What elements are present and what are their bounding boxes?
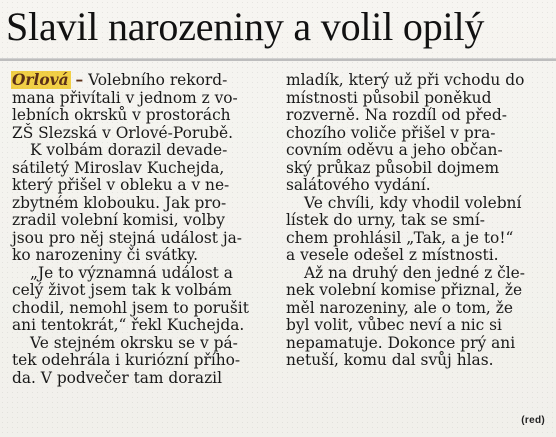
author-signature: (red) (521, 415, 545, 426)
place-name: Orlová (12, 71, 69, 89)
left-line-11: ko narozeniny či svátky. (12, 246, 199, 264)
left-line-16: Ve stejném okrsku se v pá- (30, 333, 238, 352)
left-line-8: zbytném klobouku. Jak pro- (12, 193, 227, 212)
right-line-13: nek volební komise přiznal, že (286, 281, 523, 299)
right-line-11: a vesele odešel z místnosti. (286, 246, 499, 264)
left-column (12, 72, 272, 387)
right-line-1: mladík, který už při vchodu do (286, 71, 525, 89)
right-line-5: covním oděvu a jeho občan- (286, 141, 503, 159)
left-line-18: da. V podvečer tam dorazil (12, 368, 223, 387)
left-line-1-text: Volebního rekord- (88, 71, 228, 89)
left-line-6: sátiletý Miroslav Kuchejda, (12, 158, 225, 177)
right-line-4: chozího voliče přišel v pra- (286, 123, 496, 142)
left-line-10: jsou pro něj stejná událost ja- (12, 228, 242, 247)
left-line-9: zradil volební komisi, volby (12, 211, 225, 229)
right-line-15: byl volit, vůbec neví a nic si (286, 316, 502, 334)
dateline-dash: – (75, 71, 84, 89)
right-line-17: netuší, komu dal svůj hlas. (286, 351, 494, 369)
right-line-14: měl narozeniny, ale o tom, že (286, 298, 513, 317)
left-line-2: mana přivítali v jednom z vo- (12, 88, 238, 107)
right-line-16: nepamatuje. Dokonce prý ani (286, 333, 516, 352)
left-line-13: celý život jsem tak k volbám (12, 281, 232, 299)
right-line-6: ský průkaz působil dojmem (286, 158, 500, 177)
left-line-17: tek odehrála i kuriózní příhо- (12, 351, 241, 369)
right-column (286, 72, 546, 370)
right-line-3: rozverně. Na rozdíl od před- (286, 106, 507, 124)
right-line-8: Ve chvíli, kdy vhodil volební (304, 193, 522, 212)
left-line-1 (12, 72, 272, 90)
article-headline: Slavil narozeniny a volil opilý (6, 4, 485, 49)
left-line-12: „Je to významná událost a (30, 263, 233, 282)
right-line-10: chem prohlásil „Tak, a je to!“ (286, 228, 514, 247)
left-line-3: lebních okrsků v prostorách (12, 106, 231, 124)
left-line-14: chodil, nemohl jsem to porušit (12, 298, 249, 317)
headline-divider (0, 58, 556, 61)
right-line-7: salátového vydání. (286, 176, 431, 194)
left-line-15: ani tentokrát,“ řekl Kuchejda. (12, 316, 245, 334)
right-line-2: místnosti působil poněkud (286, 88, 492, 107)
left-line-5: K volbám dorazil devade- (30, 141, 228, 159)
left-line-7: který přišel v obleku a v ne- (12, 176, 230, 194)
right-line-9: lístek do urny, tak se smí- (286, 211, 485, 229)
left-line-4: ZŠ Slezská v Orlové-Porubě. (12, 123, 233, 142)
right-line-12: Až na druhý den jedné z čle- (304, 263, 525, 282)
